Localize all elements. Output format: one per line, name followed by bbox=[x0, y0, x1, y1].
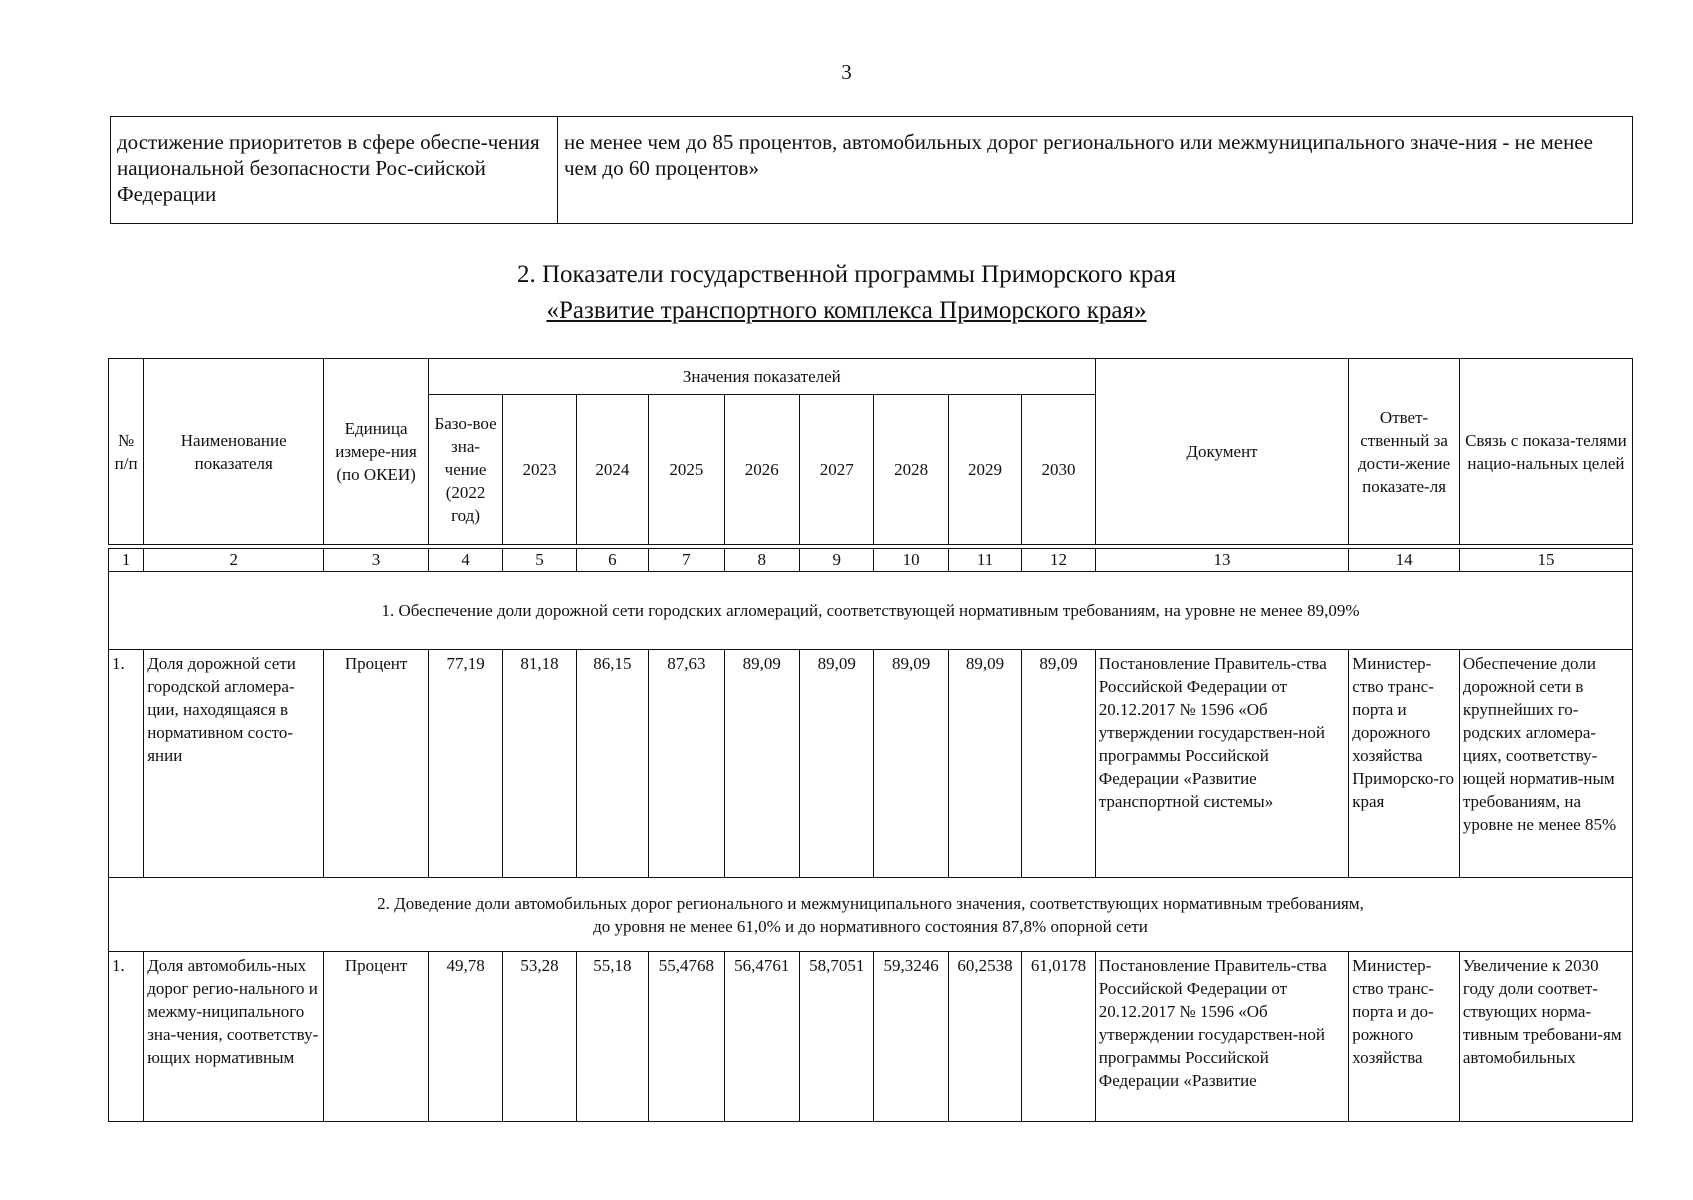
column-number: 3 bbox=[324, 549, 429, 572]
row-base-value: 77,19 bbox=[428, 650, 502, 878]
header-name: Наименование показателя bbox=[144, 359, 324, 545]
column-number: 11 bbox=[948, 549, 1021, 572]
page-number: 3 bbox=[841, 60, 852, 84]
row-value: 61,0178 bbox=[1022, 952, 1096, 1122]
column-number: 2 bbox=[144, 549, 324, 572]
column-number: 13 bbox=[1095, 549, 1348, 572]
header-link: Связь с показа-телями нацио-нальных целей bbox=[1459, 359, 1632, 545]
column-number: 7 bbox=[649, 549, 724, 572]
row-num: 1. bbox=[109, 650, 144, 878]
continuation-table bbox=[110, 116, 1633, 224]
header-base: Базо-вое зна-чение (2022 год) bbox=[428, 395, 502, 545]
row-value: 56,4761 bbox=[724, 952, 799, 1122]
row-value: 81,18 bbox=[503, 650, 576, 878]
column-numbers-row bbox=[109, 549, 1633, 572]
header-unit: Единица измере-ния (по ОКЕИ) bbox=[324, 359, 429, 545]
row-link: Обеспечение доли дорожной сети в крупнейших го-родских агломера-циях, соответству-ющей норматив-ным требованиям, на уровне не менее 85% bbox=[1459, 650, 1632, 878]
header-year: 2029 bbox=[948, 395, 1021, 545]
section-title: 2. Показатели государственной программы Приморского края bbox=[516, 261, 1177, 288]
row-unit: Процент bbox=[324, 952, 429, 1122]
table-row bbox=[109, 952, 1633, 1122]
column-number: 8 bbox=[724, 549, 799, 572]
row-value: 55,18 bbox=[576, 952, 648, 1122]
row-value: 89,09 bbox=[800, 650, 874, 878]
column-number: 10 bbox=[874, 549, 948, 572]
row-value: 89,09 bbox=[724, 650, 799, 878]
column-number: 1 bbox=[109, 549, 144, 572]
row-value: 58,7051 bbox=[800, 952, 874, 1122]
header-year: 2027 bbox=[800, 395, 874, 545]
header-year: 2025 bbox=[649, 395, 724, 545]
row-document: Постановление Правитель-ства Российской Федерации от 20.12.2017 № 1596 «Об утверждении государствен-ной программы Российской Федерации «Развитие bbox=[1095, 952, 1348, 1122]
row-value: 59,3246 bbox=[874, 952, 948, 1122]
row-value: 89,09 bbox=[1022, 650, 1096, 878]
header-num: № п/п bbox=[109, 359, 144, 545]
row-document: Постановление Правитель-ства Российской Федерации от 20.12.2017 № 1596 «Об утверждении государствен-ной программы Российской Федерации «Развитие транспортной системы» bbox=[1095, 650, 1348, 878]
header-year: 2030 bbox=[1022, 395, 1096, 545]
row-value: 55,4768 bbox=[649, 952, 724, 1122]
header-values-group: Значения показателей bbox=[428, 359, 1095, 395]
continuation-right-cell: не менее чем до 85 процентов, автомобильных дорог регионального или межмуниципального значе-ния - не менее чем до 60 процентов» bbox=[558, 117, 1633, 224]
column-number: 6 bbox=[576, 549, 648, 572]
program-title: «Развитие транспортного комплекса Приморского края» bbox=[546, 297, 1147, 324]
row-unit: Процент bbox=[324, 650, 429, 878]
row-value: 89,09 bbox=[948, 650, 1021, 878]
table-row bbox=[109, 650, 1633, 878]
header-year: 2026 bbox=[724, 395, 799, 545]
row-value: 60,2538 bbox=[948, 952, 1021, 1122]
header-responsible: Ответ-ственный за дости-жение показате-ля bbox=[1349, 359, 1460, 545]
column-number: 12 bbox=[1022, 549, 1096, 572]
column-number: 5 bbox=[503, 549, 576, 572]
header-year: 2023 bbox=[503, 395, 576, 545]
row-name: Доля дорожной сети городской агломера-ции, находящаяся в нормативном состо-янии bbox=[144, 650, 324, 878]
row-responsible: Министер-ство транс-порта и до-рожного хозяйства bbox=[1349, 952, 1460, 1122]
row-name: Доля автомобиль-ных дорог регио-нального и межму-ниципального зна-чения, соответству-ющих нормативным bbox=[144, 952, 324, 1122]
row-link: Увеличение к 2030 году доли соответ-ствующих норма-тивным требовани-ям автомобильных bbox=[1459, 952, 1632, 1122]
section-1-title: 1. Обеспечение доли дорожной сети городских агломераций, соответствующей нормативным требованиям, на уровне не менее 89,09% bbox=[109, 572, 1633, 650]
row-base-value: 49,78 bbox=[428, 952, 502, 1122]
row-value: 53,28 bbox=[503, 952, 576, 1122]
indicators-table bbox=[108, 358, 1633, 1122]
continuation-left-cell: достижение приоритетов в сфере обеспе-чения национальной безопасности Рос-сийской Федерации bbox=[111, 117, 558, 224]
row-num: 1. bbox=[109, 952, 144, 1122]
column-number: 9 bbox=[800, 549, 874, 572]
column-number: 15 bbox=[1459, 549, 1632, 572]
header-document: Документ bbox=[1095, 359, 1348, 545]
row-value: 87,63 bbox=[649, 650, 724, 878]
row-responsible: Министер-ство транс-порта и дорожного хозяйства Приморско-го края bbox=[1349, 650, 1460, 878]
row-value: 89,09 bbox=[874, 650, 948, 878]
column-number: 4 bbox=[428, 549, 502, 572]
row-value: 86,15 bbox=[576, 650, 648, 878]
section-2-title bbox=[109, 878, 1633, 952]
header-year: 2028 bbox=[874, 395, 948, 545]
section-2-title-line2: до уровня не менее 61,0% и до нормативного состояния 87,8% опорной сети bbox=[593, 916, 1148, 936]
column-number: 14 bbox=[1349, 549, 1460, 572]
header-year: 2024 bbox=[576, 395, 648, 545]
section-2-title-line1: 2. Доведение доли автомобильных дорог регионального и межмуниципального значения, соответствующих нормативным требованиям, bbox=[377, 893, 1364, 913]
